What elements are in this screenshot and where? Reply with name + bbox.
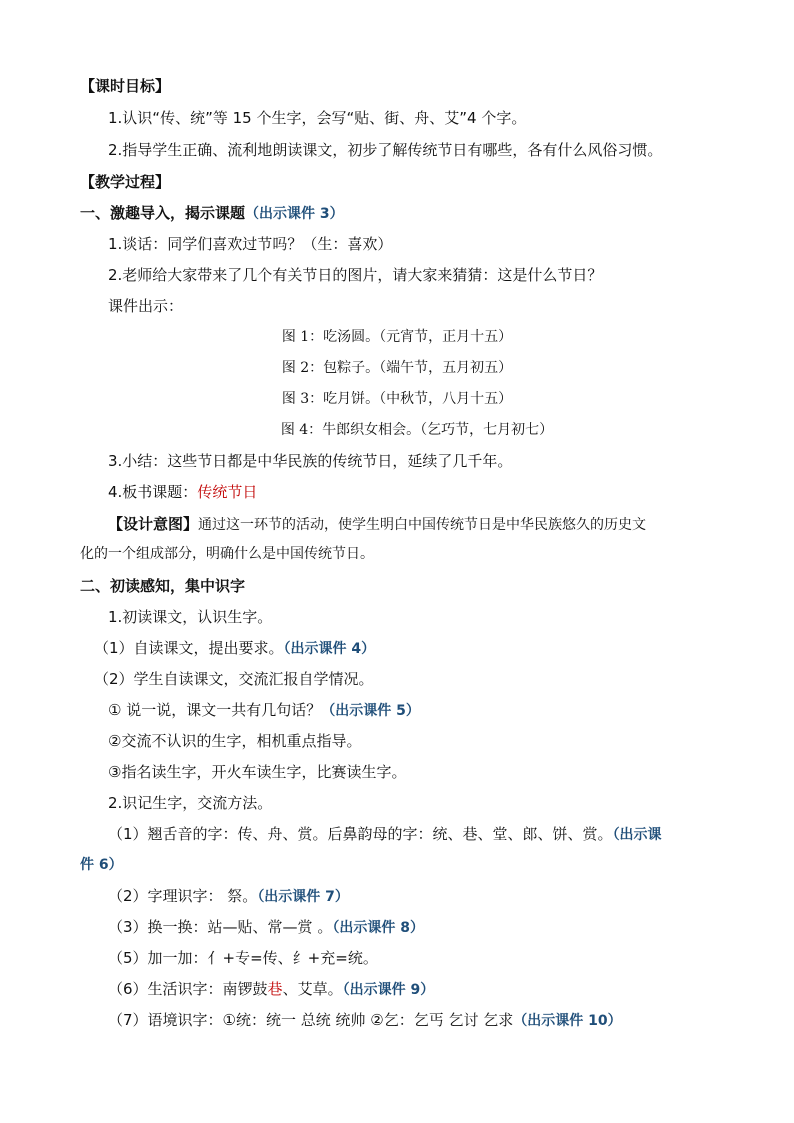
method-6 <box>108 979 434 1000</box>
figure-2-line: 图 2：包粽子。（端午节，五月初五） <box>281 360 513 376</box>
goal-2: 2.指导学生正确、流利地朗读课文，初步了解传统节日有哪些，各有什么风俗习惯。 <box>108 141 663 159</box>
method-7-text: （7）语境识字：①统：统一 总统 统帅 ②乞：乞丐 乞讨 乞求 <box>108 1011 514 1029</box>
method-7-note: （出示课件 10） <box>513 1013 622 1029</box>
method-1-text: （1）翘舌音的字：传、舟、赏。后鼻韵母的字：统、巷、堂、郎、饼、赏。 <box>108 825 613 843</box>
figure-4-line: 图 4：牛郎织女相会。（乞巧节，七月初七） <box>280 422 554 438</box>
method-7 <box>108 1010 622 1031</box>
method-3-text: （3）换一换：站—贴、常—赏 。 <box>108 918 333 936</box>
method-6-note: （出示课件 9） <box>342 982 435 998</box>
part2-title: 二、初读感知，集中识字 <box>80 577 246 595</box>
design-intent-line-2: 化的一个组成部分，明确什么是中国传统节日。 <box>80 546 374 562</box>
figure-1-line: 图 1：吃汤圆。（元宵节，正月十五） <box>281 329 513 345</box>
part1-step4 <box>108 482 257 502</box>
process-heading: 【教学过程】 <box>80 173 171 191</box>
part2-circle1 <box>108 700 420 721</box>
method-6-text-a: （6）生活识字：南锣鼓 <box>108 980 268 998</box>
part1-title: 一、激趣导入，揭示课题 <box>80 204 246 222</box>
method-2-text: （2）字理识字： 祭。 <box>108 887 258 905</box>
design-intent-label: 【设计意图】 <box>108 515 199 533</box>
part2-circle3: ③指名读生字，开火车读生字，比赛读生字。 <box>108 763 407 781</box>
method-1-note-a: （出示课 <box>612 827 662 843</box>
part2-point1-note: （出示课件 4） <box>283 641 376 657</box>
part1-step2: 2.老师给大家带来了几个有关节日的图片，请大家来猜猜：这是什么节日？ <box>108 266 603 284</box>
method-2 <box>108 886 349 907</box>
figure-3-line: 图 3：吃月饼。（中秋节，八月十五） <box>281 391 513 407</box>
goal-1: 1.认识“传、统”等 15 个生字，会写“贴、街、舟、艾”4 个字。 <box>108 109 527 127</box>
method-3 <box>108 917 424 938</box>
part2-step1: 1.初读课文，认识生字。 <box>108 608 273 626</box>
part1-step3: 3.小结：这些节日都是中华民族的传统节日，延续了几千年。 <box>108 452 513 470</box>
method-6-text-b: 、艾草。 <box>282 980 343 998</box>
part2-circle1-note: （出示课件 5） <box>321 703 420 719</box>
method-2-note: （出示课件 7） <box>257 889 349 905</box>
method-1-note-b: 件 6） <box>80 857 123 873</box>
method-5: （5）加一加：亻+专=传、纟+充=统。 <box>108 949 378 967</box>
method-1 <box>108 824 662 845</box>
part1-title-note: （出示课件 3） <box>245 206 344 222</box>
method-6-highlight: 巷 <box>267 980 283 998</box>
design-intent-text-1: 通过这一环节的活动，使学生明白中国传统节日是中华民族悠久的历史文 <box>198 517 647 533</box>
design-intent-line-1 <box>108 514 646 535</box>
courseware-show: 课件出示： <box>108 297 184 315</box>
part2-point1 <box>94 638 375 659</box>
method-3-note: （出示课件 8） <box>332 920 424 936</box>
part1-step1: 1.谈话：同学们喜欢过节吗？（生：喜欢） <box>108 235 393 253</box>
part2-step2: 2.识记生字，交流方法。 <box>108 794 273 812</box>
part1-heading <box>80 203 344 224</box>
board-title-label: 4.板书课题： <box>108 483 198 501</box>
part2-point1-text: （1）自读课文，提出要求。 <box>94 639 284 657</box>
part2-circle2: ②交流不认识的生字，相机重点指导。 <box>108 732 362 750</box>
board-title-value: 传统节日 <box>197 483 258 501</box>
goals-heading: 【课时目标】 <box>80 77 171 95</box>
part2-circle1-text: ① 说一说，课文一共有几句话？ <box>108 701 322 719</box>
part2-point2: （2）学生自读课文，交流汇报自学情况。 <box>94 670 374 688</box>
